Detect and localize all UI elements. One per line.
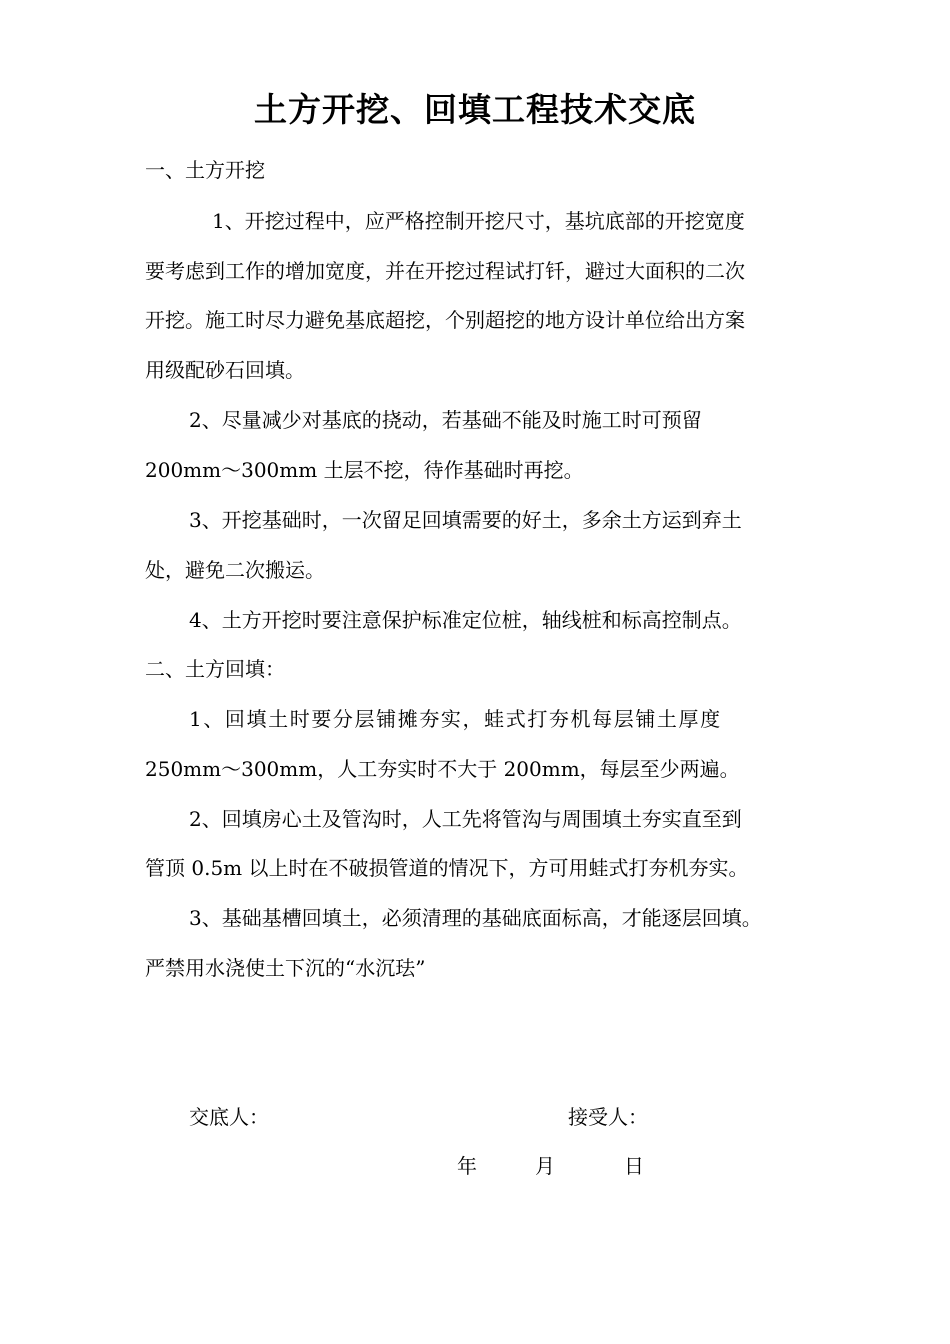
receiver-label: 接受人： [568, 1105, 648, 1129]
paragraph-line: 1、开挖过程中，应严格控制开挖尺寸，基坑底部的开挖宽度 [212, 209, 745, 233]
presenter-label: 交底人： [189, 1105, 269, 1129]
paragraph-line: 处，避免二次搬运。 [145, 558, 325, 582]
paragraph-line: 2、回填房心土及管沟时，人工先将管沟与周围填土夯实直至到 [189, 807, 742, 831]
paragraph-line: 用级配砂石回填。 [145, 358, 305, 382]
paragraph-line: 200mm～300mm 土层不挖，待作基础时再挖。 [145, 458, 584, 482]
paragraph-line: 管顶 0.5m 以上时在不破损管道的情况下，方可用蛙式打夯机夯实。 [145, 856, 749, 880]
paragraph-line: 开挖。施工时尽力避免基底超挖，个别超挖的地方设计单位给出方案 [145, 308, 745, 332]
paragraph-line: 严禁用水浇使土下沉的“水沉珐” [145, 956, 426, 980]
paragraph-line: 3、基础基槽回填土，必须清理的基础底面标高，才能逐层回填。 [189, 906, 762, 930]
document-title: 土方开挖、回填工程技术交底 [254, 90, 696, 129]
paragraph-line: 4、土方开挖时要注意保护标准定位桩，轴线桩和标高控制点。 [189, 608, 742, 632]
paragraph-line: 250mm～300mm，人工夯实时不大于 200mm，每层至少两遍。 [145, 757, 740, 781]
section-heading-excavation: 一、土方开挖 [145, 158, 265, 182]
date-day-label: 日 [624, 1154, 644, 1178]
paragraph-line: 2、尽量减少对基底的挠动，若基础不能及时施工时可预留 [189, 408, 702, 432]
section-heading-backfill: 二、土方回填： [145, 657, 285, 681]
paragraph-line: 1、回填土时要分层铺摊夯实，蛙式打夯机每层铺土厚度 [189, 707, 722, 731]
paragraph-line: 3、开挖基础时，一次留足回填需要的好土，多余土方运到弃土 [189, 508, 742, 532]
paragraph-line: 要考虑到工作的增加宽度，并在开挖过程试打钎，避过大面积的二次 [145, 259, 745, 283]
date-month-label: 月 [535, 1154, 555, 1178]
date-year-label: 年 [457, 1154, 477, 1178]
